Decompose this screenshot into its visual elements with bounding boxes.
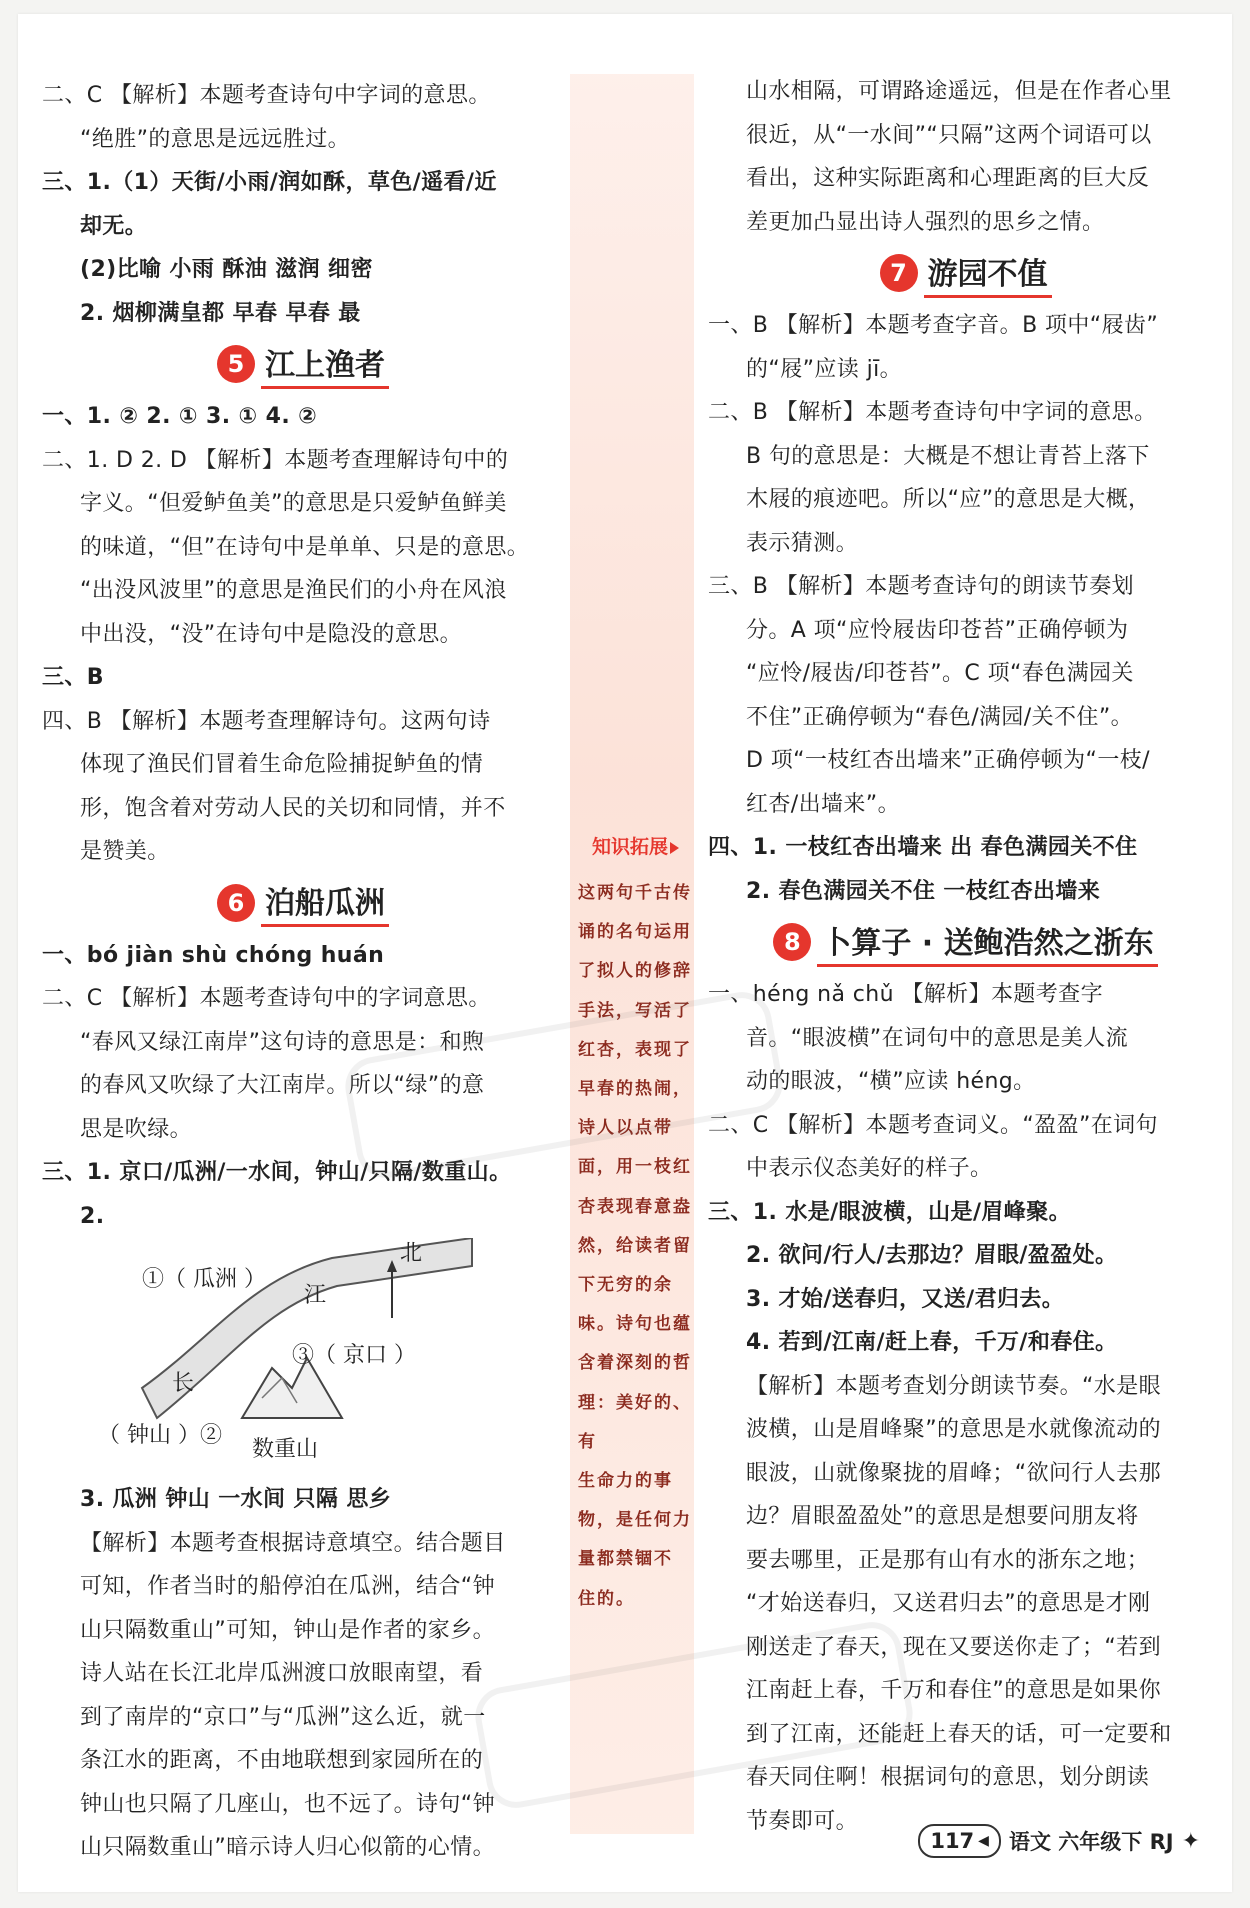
text-line: 眼波，山就像聚拢的眉峰；“欲问行人去那 [746,1460,1161,1486]
text-line: 二、C 【解析】本题考查诗句中的字词意思。 [42,986,491,1011]
text-line: 刚送走了春天，现在又要送你走了；“若到 [746,1634,1161,1660]
text-line: 一、héng nǎ chǔ 【解析】本题考查字 [708,982,1103,1007]
text-line: B 句的意思是：大概是不想让青苔上落下 [746,443,1150,469]
text-line: 思是吹绿。 [80,1116,193,1142]
text-line: 动的眼波，“横”应读 héng。 [746,1069,1036,1094]
ext-line: 面，用一枝红 [578,1157,692,1178]
text-line: 三、B [42,665,104,690]
text-line: 表示猜测。 [746,530,859,556]
ext-line: 下无穷的余 [578,1275,673,1296]
text-line: 体现了渔民们冒着生命危险捕捉鲈鱼的情 [80,752,484,777]
ext-line: 杏表现春意盎 [578,1196,692,1217]
text-line: 可知，作者当时的船停泊在瓜洲，结合“钟 [80,1574,495,1599]
section-number: 7 [880,254,918,292]
text-line: 节奏即可。 [746,1808,859,1834]
text-line: 一、B 【解析】本题考查字音。B 项中“屐齿” [708,313,1159,338]
page-footer [918,1824,1200,1858]
map-label: 北 [400,1241,423,1266]
text-line: “应怜/屐齿/印苍苔”。C 项“春色满园关 [746,661,1134,686]
text-line: 4. 若到/江南/赶上春，千万/和春住。 [746,1330,1118,1355]
page-number-text: 117 [930,1829,975,1853]
text-line: 的春风又吹绿了大江南岸。所以“绿”的意 [80,1073,485,1098]
section-number: 6 [217,884,255,922]
text-line: 2. 欲问/行人/去那边？眉眼/盈盈处。 [746,1243,1118,1268]
knowledge-extension-tag [592,832,679,859]
maple-leaf-icon: ✦ [1181,1828,1200,1854]
text-line: 一、bó jiàn shù chóng huán [42,942,385,968]
ext-line: 诵的名句运用 [578,922,692,943]
text-line: 一、1. ② 2. ① 3. ① 4. ② [42,404,318,429]
text-line: 红杏/出墙来”。 [746,791,901,817]
right-column [708,70,1223,1843]
text-line: 山只隔数重山”暗示诗人归心似箭的心情。 [80,1835,495,1860]
section-title: 卜算子 · 送鲍浩然之浙东 [817,918,1157,967]
text-line: 二、B 【解析】本题考查诗句中字词的意思。 [708,400,1157,425]
text-line: “才始送春归，又送君归去”的意思是才刚 [746,1591,1151,1616]
text-line: 不住”正确停顿为“春色/满园/关不住”。 [746,704,1134,730]
triangle-left-icon: ◀ [978,1833,989,1849]
river-map [42,1238,564,1478]
ext-line: 物，是任何力 [578,1510,692,1531]
text-line: 的“屐”应读 jī。 [746,356,903,382]
text-line: 钟山也只隔了几座山，也不远了。诗句“钟 [80,1791,495,1817]
text-line: 二、C 【解析】本题考查词义。“盈盈”在词句 [708,1112,1158,1138]
text-line: “绝胜”的意思是远远胜过。 [80,126,350,152]
map-label: ①（ 瓜洲 ） [142,1267,266,1292]
text-line: 木屐的痕迹吧。所以“应”的意思是大概， [746,487,1151,512]
ext-line: 红杏，表现了 [578,1039,692,1060]
text-line: 是赞美。 [80,839,170,864]
text-line: 2. 春色满园关不住 一枝红杏出墙来 [746,878,1101,904]
text-line: 【解析】本题考查根据诗意填空。结合题目 [80,1530,506,1556]
ext-line: 含着深刻的哲 [578,1353,692,1374]
text-line: 四、B 【解析】本题考查理解诗句。这两句诗 [42,708,491,734]
page-number [918,1824,1001,1858]
text-line: 到了江南，还能赶上春天的话，可一定要和 [746,1721,1172,1747]
text-line: 音。“眼波横”在词句中的意思是美人流 [746,1025,1128,1051]
section-heading-7 [708,246,1223,300]
text-line: D 项“一枝红杏出墙来”正确停顿为“一枝/ [746,748,1150,773]
text-line: 山只隔数重山”可知，钟山是作者的家乡。 [80,1617,495,1643]
text-line: 却无。 [80,213,148,239]
text-line: 看出，这种实际距离和心理距离的巨大反 [746,166,1150,191]
text-line: 山水相隔，可谓路途遥远，但是在作者心里 [746,79,1172,104]
text-line: 四、1. 一枝红杏出墙来 出 春色满园关不住 [708,835,1138,860]
map-label: 江 [304,1283,327,1308]
map-label: （ 钟山 ）② [98,1423,222,1448]
knowledge-extension-text [578,874,700,1619]
text-line: 到了南岸的“京口”与“瓜洲”这么近，就一 [80,1704,486,1730]
section-title: 江上渔者 [261,340,389,389]
text-line: 三、B 【解析】本题考查诗句的朗读节奏划 [708,574,1135,599]
text-line: 的味道，“但”在诗句中是单单、只是的意思。 [80,534,530,560]
text-line: 2. [80,1203,105,1229]
text-line: 三、1. 水是/眼波横，山是/眉峰聚。 [708,1199,1071,1225]
text-line: 形，饱含着对劳动人民的关切和同情，并不 [80,795,506,821]
map-label: 长 [172,1371,195,1396]
text-line: 字义。“但爱鲈鱼美”的意思是只爱鲈鱼鲜美 [80,491,507,516]
text-line: 波横，山是眉峰聚”的意思是水就像流动的 [746,1417,1161,1442]
text-line: 【解析】本题考查划分朗读节奏。“水是眼 [746,1373,1161,1399]
text-line: 二、1. D 2. D 【解析】本题考查理解诗句中的 [42,447,509,473]
ext-line: 理：美好的、有 [578,1392,692,1452]
text-line: 春天同住啊！根据词句的意思，划分朗读 [746,1765,1150,1790]
answer-page [18,14,1232,1892]
ext-line: 诗人以点带 [578,1118,673,1139]
text-line: 江南赶上春，千万和春住”的意思是如果你 [746,1678,1161,1703]
ext-line: 了拟人的修辞 [578,961,692,982]
left-column [42,74,564,1870]
section-number: 5 [217,345,255,383]
ext-line: 早春的热闹， [578,1079,692,1100]
section-heading-8 [708,915,1223,969]
text-line: “出没风波里”的意思是渔民们的小舟在风浪 [80,578,507,603]
ext-line: 然，给读者留 [578,1235,692,1256]
ext-line: 味。诗句也蕴 [578,1314,692,1335]
text-line: 三、1.（1）天街/小雨/润如酥，草色/遥看/近 [42,170,497,195]
map-label: 数重山 [252,1437,319,1462]
section-heading-6 [42,876,564,930]
text-line: 中出没，“没”在诗句中是隐没的意思。 [80,621,462,647]
section-heading-5 [42,337,564,391]
text-line: 很近，从“一水间”“只隔”这两个词语可以 [746,122,1152,148]
text-line: 分。A 项“应怜屐齿印苍苔”正确停顿为 [746,617,1129,643]
text-line: 诗人站在长江北岸瓜洲渡口放眼南望，看 [80,1661,484,1686]
ext-line: 生命力的事 [578,1471,673,1492]
text-line: 中表示仪态美好的样子。 [746,1156,993,1181]
text-line: 要去哪里，正是那有山有水的浙东之地； [746,1547,1150,1573]
ext-line: 住的。 [578,1588,635,1609]
triangle-right-icon [670,842,679,854]
section-number: 8 [773,923,811,961]
text-line: 二、C 【解析】本题考查诗句中字词的意思。 [42,83,491,108]
text-line: 3. 瓜洲 钟山 一水间 只隔 思乡 [80,1487,392,1512]
text-line: 差更加凸显出诗人强烈的思乡之情。 [746,209,1105,235]
map-label: ③（ 京口 ） [292,1343,416,1368]
text-line: 2. 烟柳满皇都 早春 早春 最 [80,300,361,326]
section-title: 游园不值 [924,249,1052,298]
ext-line: 手法，写活了 [578,1000,692,1021]
text-line: 边？眉眼盈盈处”的意思是想要问朋友将 [746,1504,1139,1529]
text-line: 3. 才始/送春归，又送/君归去。 [746,1286,1065,1312]
ext-line: 量都禁锢不 [578,1549,673,1570]
knowledge-extension-label: 知识拓展 [592,836,669,858]
text-line: 三、1. 京口/瓜洲/一水间，钟山/只隔/数重山。 [42,1160,512,1185]
section-title: 泊船瓜洲 [261,878,389,927]
book-label: 语文 六年级下 RJ [1008,1830,1174,1854]
text-line: “春风又绿江南岸”这句诗的意思是：和煦 [80,1029,485,1055]
text-line: 条江水的距离，不由地联想到家园所在的 [80,1748,484,1773]
text-line: (2)比喻 小雨 酥油 滋润 细密 [80,257,373,282]
ext-line: 这两句千古传 [578,883,692,903]
